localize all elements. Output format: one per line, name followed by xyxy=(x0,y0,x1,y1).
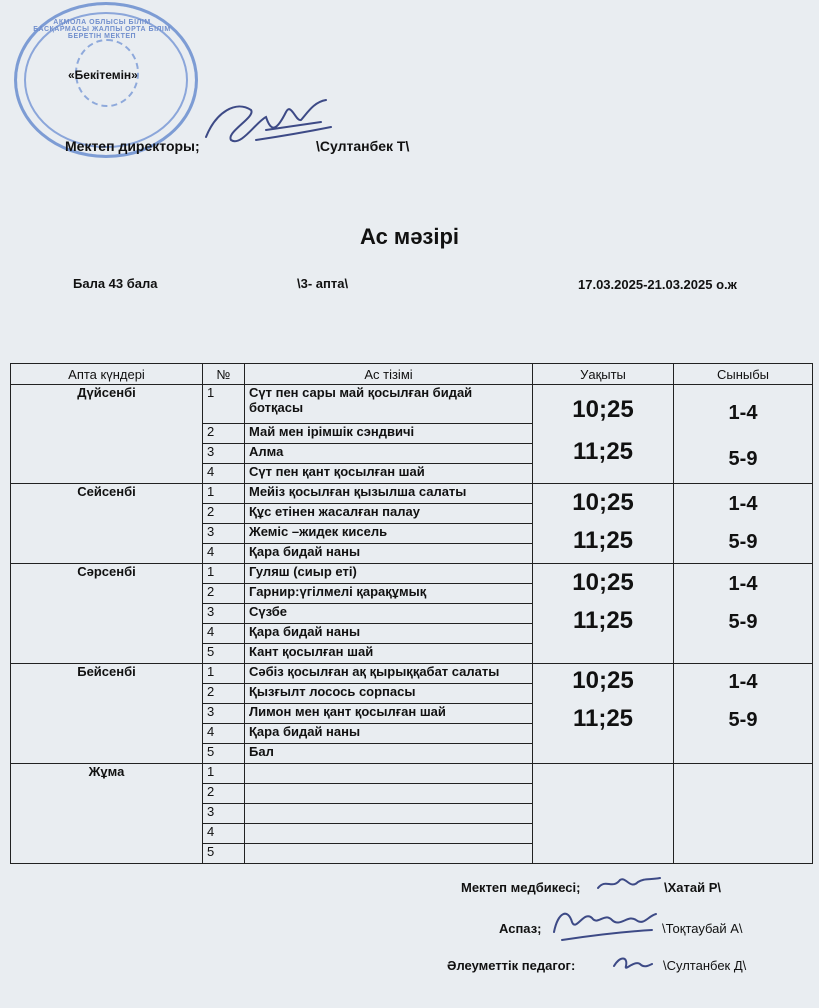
dish-name xyxy=(245,824,533,844)
item-number: 3 xyxy=(203,804,245,824)
dish-name: Сүзбе xyxy=(245,604,533,624)
pedagogue-signature xyxy=(610,950,654,976)
header-grade: Сыныбы xyxy=(674,364,813,385)
time-value: 11;25 xyxy=(572,607,634,634)
dish-name: Кант қосылған шай xyxy=(245,644,533,664)
dish-name: Гарнир:үгілмелі қарақұмық xyxy=(245,584,533,604)
director-label: Мектеп директоры; xyxy=(65,138,200,154)
dish-name: Қызғылт лосось сорпасы xyxy=(245,684,533,704)
item-number: 3 xyxy=(203,604,245,624)
day-monday: Дүйсенбі xyxy=(11,385,203,484)
grade-cell xyxy=(674,664,813,764)
children-count: Бала 43 бала xyxy=(73,276,158,291)
dish-name: Май мен ірімшік сэндвичі xyxy=(245,424,533,444)
grade-value: 5-9 xyxy=(728,531,758,553)
dish-name: Алма xyxy=(245,444,533,464)
header-dish-list: Ас тізімі xyxy=(245,364,533,385)
table-row xyxy=(11,484,813,504)
dish-name: Гуляш (сиыр еті) xyxy=(245,564,533,584)
item-number: 4 xyxy=(203,724,245,744)
dish-name: Лимон мен қант қосылған шай xyxy=(245,704,533,724)
grade-cell xyxy=(674,764,813,864)
time-value: 10;25 xyxy=(572,489,634,516)
dish-name: Сәбіз қосылған ақ қырыққабат салаты xyxy=(245,664,533,684)
social-pedagogue-label: Әлеуметтік педагог: xyxy=(447,958,576,973)
time-cell xyxy=(533,764,674,864)
item-number: 2 xyxy=(203,584,245,604)
nurse-name: \Хатай Р\ xyxy=(664,880,721,895)
table-header-row xyxy=(11,364,813,385)
dish-name: Жеміс –жидек кисель xyxy=(245,524,533,544)
item-number: 3 xyxy=(203,444,245,464)
dish-name: Қара бидай наны xyxy=(245,544,533,564)
item-number: 5 xyxy=(203,844,245,864)
item-number: 3 xyxy=(203,524,245,544)
dish-name xyxy=(245,784,533,804)
time-cell xyxy=(533,385,674,484)
page-title: Ас мәзірі xyxy=(359,224,460,249)
item-number: 5 xyxy=(203,644,245,664)
grade-cell xyxy=(674,564,813,664)
dish-name xyxy=(245,844,533,864)
date-range: 17.03.2025-21.03.2025 о.ж xyxy=(578,277,737,292)
dish-name: Қара бидай наны xyxy=(245,724,533,744)
grade-value: 5-9 xyxy=(728,709,758,731)
item-number: 2 xyxy=(203,424,245,444)
grade-cell xyxy=(674,484,813,564)
time-value: 11;25 xyxy=(572,527,634,554)
grade-value: 1-4 xyxy=(728,402,758,424)
grade-value: 1-4 xyxy=(728,493,758,515)
time-value: 10;25 xyxy=(572,569,634,596)
item-number: 2 xyxy=(203,684,245,704)
cook-label: Аспаз; xyxy=(499,921,542,936)
approve-label: «Бекітемін» xyxy=(68,68,138,82)
item-number: 1 xyxy=(203,385,245,424)
nurse-label: Мектеп медбикесі; xyxy=(461,880,581,895)
day-wednesday: Сәрсенбі xyxy=(11,564,203,664)
menu-table xyxy=(10,363,813,864)
time-cell xyxy=(533,664,674,764)
grade-value: 5-9 xyxy=(728,448,758,470)
dish-name: Сүт пен қант қосылған шай xyxy=(245,464,533,484)
item-number: 2 xyxy=(203,504,245,524)
item-number: 5 xyxy=(203,744,245,764)
director-name: \Султанбек Т\ xyxy=(316,138,410,154)
week-label: \3- апта\ xyxy=(297,276,349,291)
social-pedagogue-name: \Султанбек Д\ xyxy=(663,958,747,973)
header-number: № xyxy=(203,364,245,385)
day-tuesday: Сейсенбі xyxy=(11,484,203,564)
day-thursday: Бейсенбі xyxy=(11,664,203,764)
day-friday: Жұма xyxy=(11,764,203,864)
table-row xyxy=(11,564,813,584)
dish-name xyxy=(245,804,533,824)
item-number: 4 xyxy=(203,544,245,564)
table-row xyxy=(11,385,813,424)
time-value: 11;25 xyxy=(572,705,634,732)
grade-value: 5-9 xyxy=(728,611,758,633)
item-number: 4 xyxy=(203,464,245,484)
item-number: 1 xyxy=(203,484,245,504)
grade-cell xyxy=(674,385,813,484)
nurse-signature xyxy=(594,872,664,896)
cook-signature xyxy=(548,902,660,946)
dish-name: Бал xyxy=(245,744,533,764)
table-row xyxy=(11,664,813,684)
item-number: 3 xyxy=(203,704,245,724)
time-value: 10;25 xyxy=(572,396,634,423)
item-number: 2 xyxy=(203,784,245,804)
dish-name: Қара бидай наны xyxy=(245,624,533,644)
item-number: 4 xyxy=(203,824,245,844)
item-number: 1 xyxy=(203,764,245,784)
stamp-ring-text: АҚМОЛА ОБЛЫСЫ БІЛІМ БАСҚАРМАСЫ ЖАЛПЫ ОРТА БІЛІМ БЕРЕТІН МЕКТЕП xyxy=(33,19,171,40)
dish-name xyxy=(245,764,533,784)
director-signature xyxy=(196,92,336,154)
time-value: 10;25 xyxy=(572,667,634,694)
cook-name: \Тоқтаубай А\ xyxy=(662,921,743,936)
item-number: 1 xyxy=(203,564,245,584)
dish-name: Сүт пен сары май қосылған бидай ботқасы xyxy=(245,385,533,424)
table-row xyxy=(11,764,813,784)
item-number: 4 xyxy=(203,624,245,644)
dish-name: Құс етінен жасалған палау xyxy=(245,504,533,524)
grade-value: 1-4 xyxy=(728,573,758,595)
header-day: Апта күндері xyxy=(11,364,203,385)
dish-name: Мейіз қосылған қызылша салаты xyxy=(245,484,533,504)
time-cell xyxy=(533,484,674,564)
header-time: Уақыты xyxy=(533,364,674,385)
grade-value: 1-4 xyxy=(728,671,758,693)
item-number: 1 xyxy=(203,664,245,684)
time-cell xyxy=(533,564,674,664)
time-value: 11;25 xyxy=(572,438,634,465)
